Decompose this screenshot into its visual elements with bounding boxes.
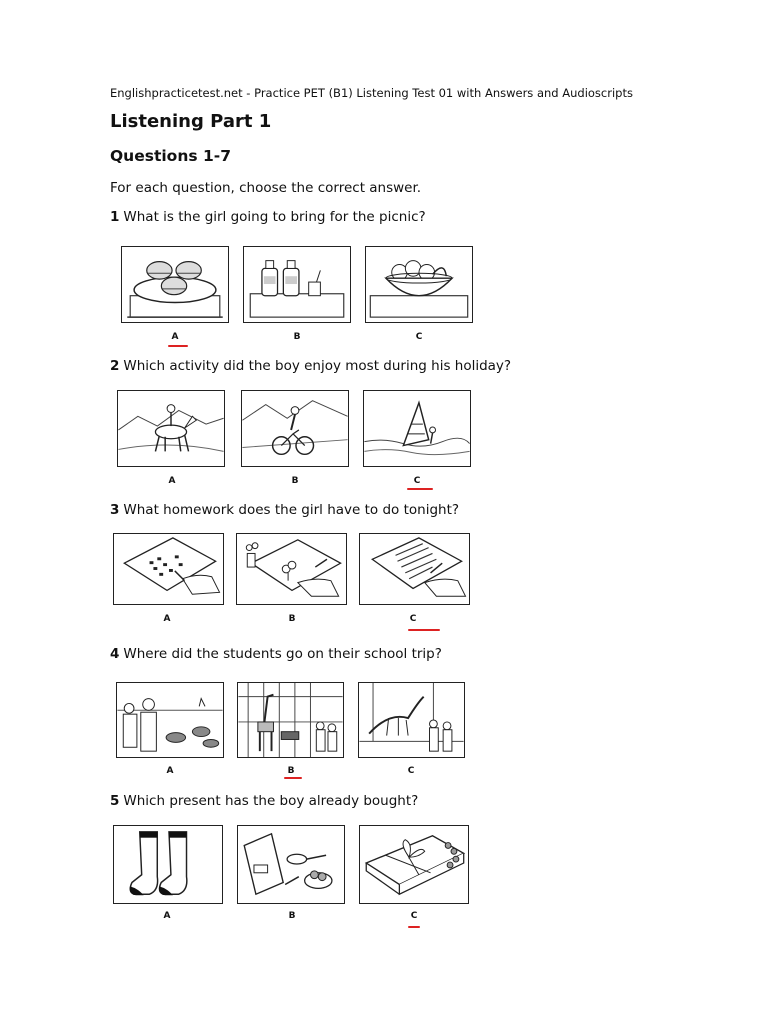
answer-underline [407,488,433,490]
option-b-label: B [288,911,296,921]
option-b-label: B [287,766,295,776]
option-b-label: B [291,476,299,486]
option-b-label: B [288,614,296,624]
option-a-label: A [163,911,171,921]
zoo-giraffe-icon[interactable] [237,682,344,758]
question-4 [110,646,442,662]
option-c-label: C [410,911,418,921]
windsurfing-icon[interactable] [363,390,471,467]
section-title: Questions 1-7 [110,147,231,165]
question-5 [110,793,418,809]
option-c-label: C [415,332,423,342]
option-a-label: A [168,476,176,486]
answer-underline [284,777,302,779]
question-text: Which present has the boy already bought? [123,793,419,809]
question-text: Where did the students go on their school trip? [123,646,442,662]
option-b-label: B [293,332,301,342]
question-1 [110,209,426,225]
safari-park-icon[interactable] [116,682,224,758]
question-text: What homework does the girl have to do tonight? [123,502,460,518]
question-2 [110,358,511,374]
answer-underline [408,926,420,928]
question-3 [110,502,459,518]
answer-underline [168,345,188,347]
box-of-chocolates-icon[interactable] [359,825,469,904]
source-header: Englishpracticetest.net - Practice PET (B1) Listening Test 01 with Answers and Audioscripts [110,86,633,100]
question-number: 2 [110,358,120,374]
answer-underline [408,629,440,631]
option-c-label: C [413,476,421,486]
maths-worksheet-icon[interactable] [113,533,224,605]
option-c-label: C [409,614,417,624]
bottles-and-juice-icon[interactable] [243,246,351,323]
part-title: Listening Part 1 [110,111,272,132]
option-a-label: A [166,766,174,776]
plate-of-burgers-icon[interactable] [121,246,229,323]
museum-dinosaur-icon[interactable] [358,682,465,758]
horse-riding-icon[interactable] [117,390,225,467]
cookbook-and-pans-icon[interactable] [237,825,345,904]
option-a-label: A [171,332,179,342]
question-number: 1 [110,209,120,225]
question-number: 5 [110,793,120,809]
question-number: 3 [110,502,120,518]
option-a-label: A [163,614,171,624]
question-number: 4 [110,646,120,662]
fruit-bowl-icon[interactable] [365,246,473,323]
socks-icon[interactable] [113,825,223,904]
option-c-label: C [407,766,415,776]
writing-essay-icon[interactable] [359,533,470,605]
question-text: What is the girl going to bring for the picnic? [123,209,426,225]
instructions: For each question, choose the correct answer. [110,180,422,196]
cycling-icon[interactable] [241,390,349,467]
question-text: Which activity did the boy enjoy most during his holiday? [123,358,512,374]
drawing-flowers-icon[interactable] [236,533,347,605]
